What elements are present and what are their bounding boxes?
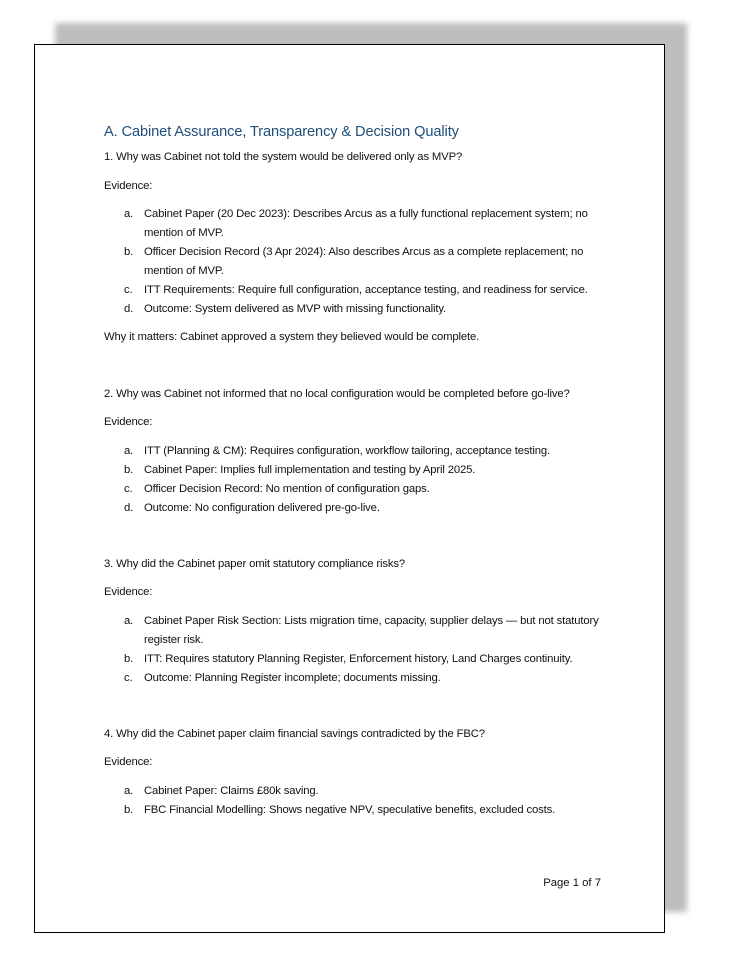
list-item: a. Cabinet Paper Risk Section: Lists migration time, capacity, supplier delays — but not statutory register risk.	[124, 614, 599, 646]
question-4: 4. Why did the Cabinet paper claim financial savings contradicted by the FBC?	[104, 727, 485, 740]
list-item: c. ITT Requirements: Require full configuration, acceptance testing, and readiness for service.	[124, 284, 588, 296]
list-item: d. Outcome: No configuration delivered pre-go-live.	[124, 501, 380, 514]
page-number: Page 1 of 7	[543, 877, 601, 889]
question-block-3	[104, 555, 604, 688]
question-3: 3. Why did the Cabinet paper omit statutory compliance risks?	[104, 557, 406, 570]
question-block-2	[104, 385, 604, 518]
list-item: b. ITT: Requires statutory Planning Register, Enforcement history, Land Charges continuity.	[124, 652, 573, 665]
list-item: a. ITT (Planning & CM): Requires configuration, workflow tailoring, acceptance testing.	[124, 444, 550, 457]
why-it-matters: Why it matters: Cabinet approved a system they believed would be complete.	[104, 331, 480, 343]
evidence-list	[104, 442, 604, 518]
list-item: d. Outcome: System delivered as MVP with missing functionality.	[124, 303, 446, 315]
evidence-label: Evidence:	[104, 416, 153, 428]
section-heading: A. Cabinet Assurance, Transparency & Decision Quality	[104, 124, 459, 140]
evidence-list	[104, 782, 604, 820]
list-item: c. Outcome: Planning Register incomplete; documents missing.	[124, 671, 441, 684]
list-item: b. Cabinet Paper: Implies full implementation and testing by April 2025.	[124, 463, 476, 476]
evidence-label: Evidence:	[104, 179, 153, 192]
document-page	[34, 44, 665, 933]
list-item: b. Officer Decision Record (3 Apr 2024): Also describes Arcus as a complete replacement; no mention of MVP.	[124, 246, 584, 277]
evidence-list	[104, 612, 604, 688]
list-item: a. Cabinet Paper (20 Dec 2023): Describes Arcus as a fully functional replacement system; no mention of MVP.	[124, 208, 588, 239]
evidence-list	[104, 205, 604, 319]
list-item: b. FBC Financial Modelling: Shows negative NPV, speculative benefits, excluded costs.	[124, 803, 556, 816]
list-item: a. Cabinet Paper: Claims £80k saving.	[124, 784, 319, 797]
question-block-1	[104, 148, 604, 347]
list-item: c. Officer Decision Record: No mention of configuration gaps.	[124, 482, 430, 495]
page-content	[104, 122, 604, 829]
question-block-4	[104, 725, 604, 820]
evidence-label: Evidence:	[104, 586, 153, 598]
question-2: 2. Why was Cabinet not informed that no local configuration would be completed before go-live?	[104, 387, 570, 400]
evidence-label: Evidence:	[104, 756, 153, 768]
question-1: 1. Why was Cabinet not told the system would be delivered only as MVP?	[104, 151, 463, 163]
